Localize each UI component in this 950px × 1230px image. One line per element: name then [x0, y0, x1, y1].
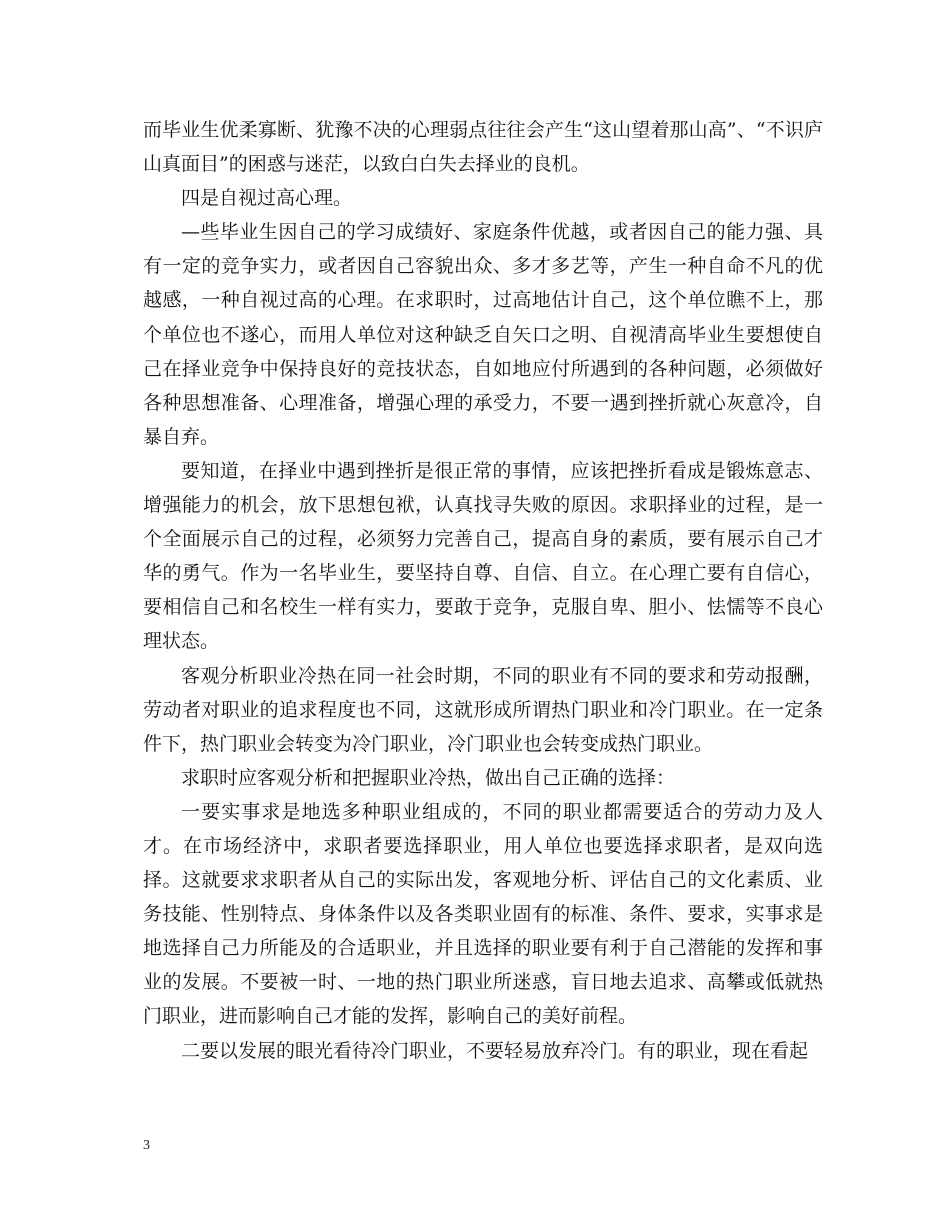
- paragraph-1: 而毕业生优柔寡断、犹豫不决的心理弱点往往会产生“这山望着那山高”、“不识庐山真面目”的困惑与迷茫，以致白白失去择业的良机。: [143, 119, 823, 176]
- page-number: 3: [143, 1138, 150, 1153]
- paragraph-8: 二要以发展的眼光看待冷门职业，不要轻易放弃冷门。有的职业，现在看起: [181, 1039, 809, 1062]
- paragraph-5: 客观分析职业冷热在同一社会时期，不同的职业有不同的要求和劳动报酬，劳动者对职业的追求程度也不同，这就形成所谓热门职业和冷门职业。在一定条件下，热门职业会转变为冷门职业，冷门职业也会转变成热门职业。: [143, 664, 823, 755]
- paragraph-4: 要知道，在择业中遇到挫折是很正常的事情，应该把挫折看成是锻炼意志、增强能力的机会，放下思想包袱，认真找寻失败的原因。求职择业的过程，是一个全面展示自己的过程，必须努力完善自己，提高自身的素质，要有展示自己才华的勇气。作为一名毕业生，要坚持自尊、自信、自立。在心理亡要有自信心，要相信自己和名校生一样有实力，要敢于竞争，克服自卑、胆小、怯懦等不良心理状态。: [143, 459, 823, 653]
- paragraph-7: 一要实事求是地选多种职业组成的，不同的职业都需要适合的劳动力及人才。在市场经济中，求职者要选择职业，用人单位也要选择求职者，是双向选择。这就要求求职者从自己的实际出发，客观地分析、评估自己的文化素质、业务技能、性别特点、身体条件以及各类职业固有的标准、条件、要求，实事求是地选择自己力所能及的合适职业，并且选择的职业要有利于自己潜能的发挥和事业的发展。不要被一时、一地的热门职业所迷惑，盲日地去追求、高攀或低就热门职业，进而影响自己才能的发挥，影响自己的美好前程。: [143, 800, 823, 1028]
- paragraph-2: 四是自视过高心理。: [181, 187, 353, 210]
- paragraph-6: 求职时应客观分析和把握职业冷热，做出自己正确的选择：: [181, 766, 676, 789]
- document-body: [143, 113, 823, 1068]
- paragraph-3: —些毕业生因自己的学习成绩好、家庭条件优越，或者因自己的能力强、具有一定的竞争实力，或者因自己容貌出众、多才多艺等，产生一种自命不凡的优越感，一种自视过高的心理。在求职时，过高地估计自己，这个单位瞧不上，那个单位也不遂心，而用人单位对这种缺乏自矢口之明、自视清高毕业生要想使自己在择业竞争中保持良好的竞技状态，自如地应付所遇到的各种问题，必须做好各种思想准备、心理准备，增强心理的承受力，不要一遇到挫折就心灰意冷，自暴自弃。: [143, 221, 823, 448]
